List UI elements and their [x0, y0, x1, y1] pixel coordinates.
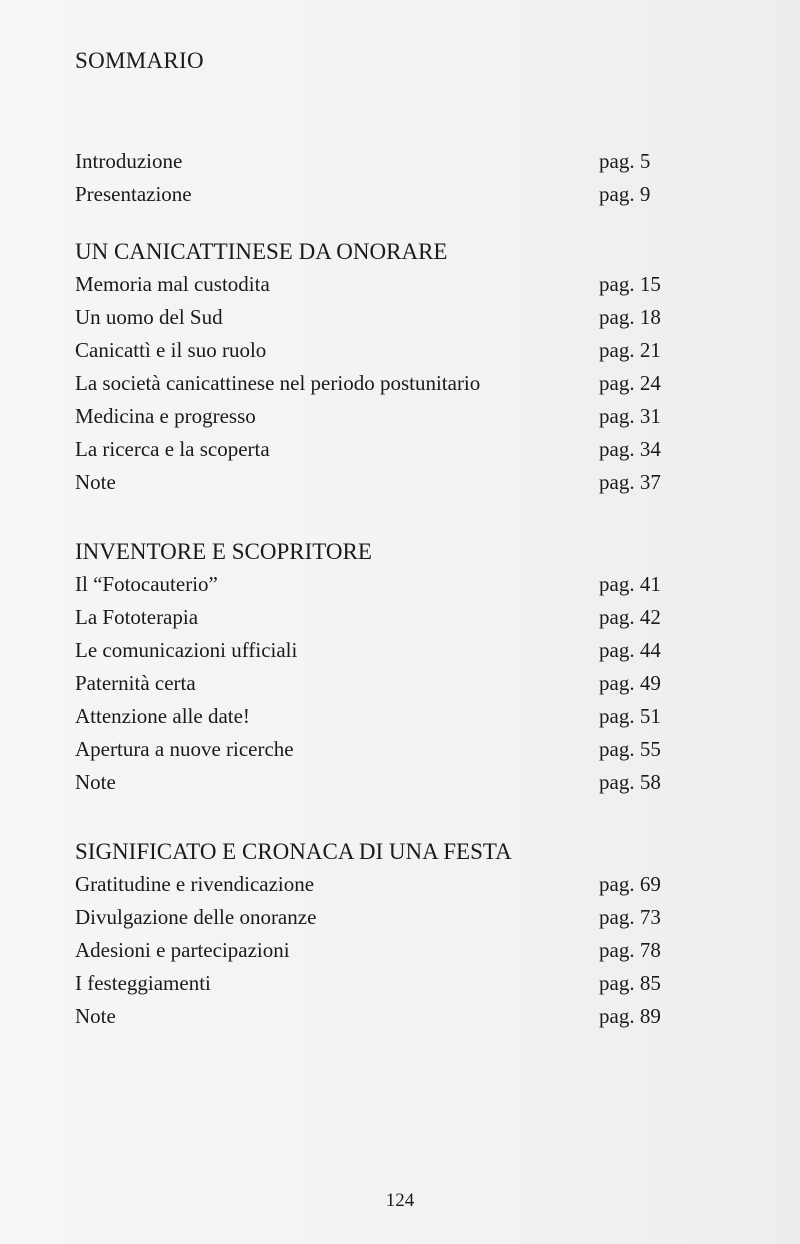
- toc-entry-label: La Fototerapia: [75, 605, 199, 629]
- toc-entry: [75, 733, 695, 766]
- toc-entry-page: pag. 58: [599, 770, 661, 794]
- toc-entry-label: Divulgazione delle onoranze: [75, 905, 317, 929]
- toc-entry-label: I festeggiamenti: [75, 971, 211, 995]
- toc-entry-page: pag. 41: [599, 572, 661, 596]
- section-heading: UN CANICATTINESE DA ONORARE: [75, 239, 448, 264]
- toc-entry-page: pag. 34: [599, 437, 661, 461]
- toc-entry: [75, 334, 695, 367]
- toc-entry: [75, 766, 695, 799]
- toc-entry-label: Presentazione: [75, 182, 192, 206]
- page-number: 124: [385, 1190, 415, 1211]
- table-of-contents: [75, 145, 695, 1033]
- toc-entry-label: La ricerca e la scoperta: [75, 437, 270, 461]
- toc-entry: [75, 667, 695, 700]
- toc-entry-label: Adesioni e partecipazioni: [75, 938, 290, 962]
- toc-entry-label: Note: [75, 470, 116, 494]
- toc-entry-page: pag. 15: [599, 272, 661, 296]
- toc-entry-page: pag. 37: [599, 470, 661, 494]
- toc-entry: [75, 145, 695, 178]
- toc-entry: [75, 967, 695, 1000]
- toc-entry: [75, 634, 695, 667]
- toc-entry: [75, 868, 695, 901]
- toc-entry-label: Introduzione: [75, 149, 183, 173]
- toc-entry-label: Canicattì e il suo ruolo: [75, 338, 267, 362]
- toc-entry: [75, 568, 695, 601]
- toc-entry-label: Gratitudine e rivendicazione: [75, 872, 315, 896]
- toc-entry: [75, 601, 695, 634]
- toc-entry-label: Attenzione alle date!: [75, 704, 250, 728]
- toc-entry-page: pag. 44: [599, 638, 661, 662]
- toc-entry-page: pag. 78: [599, 938, 661, 962]
- toc-entry-label: Apertura a nuove ricerche: [75, 737, 294, 761]
- toc-entry-page: pag. 9: [599, 182, 651, 206]
- toc-entry-page: pag. 85: [599, 971, 661, 995]
- toc-entry: [75, 433, 695, 466]
- toc-entry: [75, 367, 695, 400]
- toc-entry-page: pag. 24: [599, 371, 661, 395]
- toc-entry-label: Note: [75, 1004, 116, 1028]
- toc-entry-page: pag. 21: [599, 338, 661, 362]
- toc-entry: [75, 400, 695, 433]
- section-heading: INVENTORE E SCOPRITORE: [75, 539, 372, 564]
- toc-entry-page: pag. 5: [599, 149, 651, 173]
- toc-entry-page: pag. 49: [599, 671, 661, 695]
- toc-entry-page: pag. 18: [599, 305, 661, 329]
- toc-entry-label: Memoria mal custodita: [75, 272, 270, 296]
- toc-entry-page: pag. 89: [599, 1004, 661, 1028]
- toc-entry-page: pag. 55: [599, 737, 661, 761]
- toc-entry-page: pag. 42: [599, 605, 661, 629]
- toc-title: SOMMARIO: [75, 48, 204, 73]
- toc-entry: [75, 268, 695, 301]
- toc-entry-page: pag. 31: [599, 404, 661, 428]
- toc-entry: [75, 1000, 695, 1033]
- toc-entry-label: Paternità certa: [75, 671, 196, 695]
- toc-entry-label: Un uomo del Sud: [75, 305, 223, 329]
- toc-entry-label: Il “Fotocauterio”: [75, 572, 218, 596]
- toc-entry: [75, 901, 695, 934]
- toc-entry-label: Medicina e progresso: [75, 404, 256, 428]
- toc-entry: [75, 178, 695, 211]
- toc-entry: [75, 934, 695, 967]
- toc-entry-label: Note: [75, 770, 116, 794]
- section-heading: SIGNIFICATO E CRONACA DI UNA FESTA: [75, 839, 512, 864]
- toc-entry-page: pag. 73: [599, 905, 661, 929]
- toc-entry-label: La società canicattinese nel periodo postunitario: [75, 371, 481, 395]
- toc-entry: [75, 301, 695, 334]
- toc-entry: [75, 466, 695, 499]
- toc-entry-page: pag. 69: [599, 872, 661, 896]
- toc-entry: [75, 700, 695, 733]
- toc-entry-label: Le comunicazioni ufficiali: [75, 638, 298, 662]
- toc-entry-page: pag. 51: [599, 704, 661, 728]
